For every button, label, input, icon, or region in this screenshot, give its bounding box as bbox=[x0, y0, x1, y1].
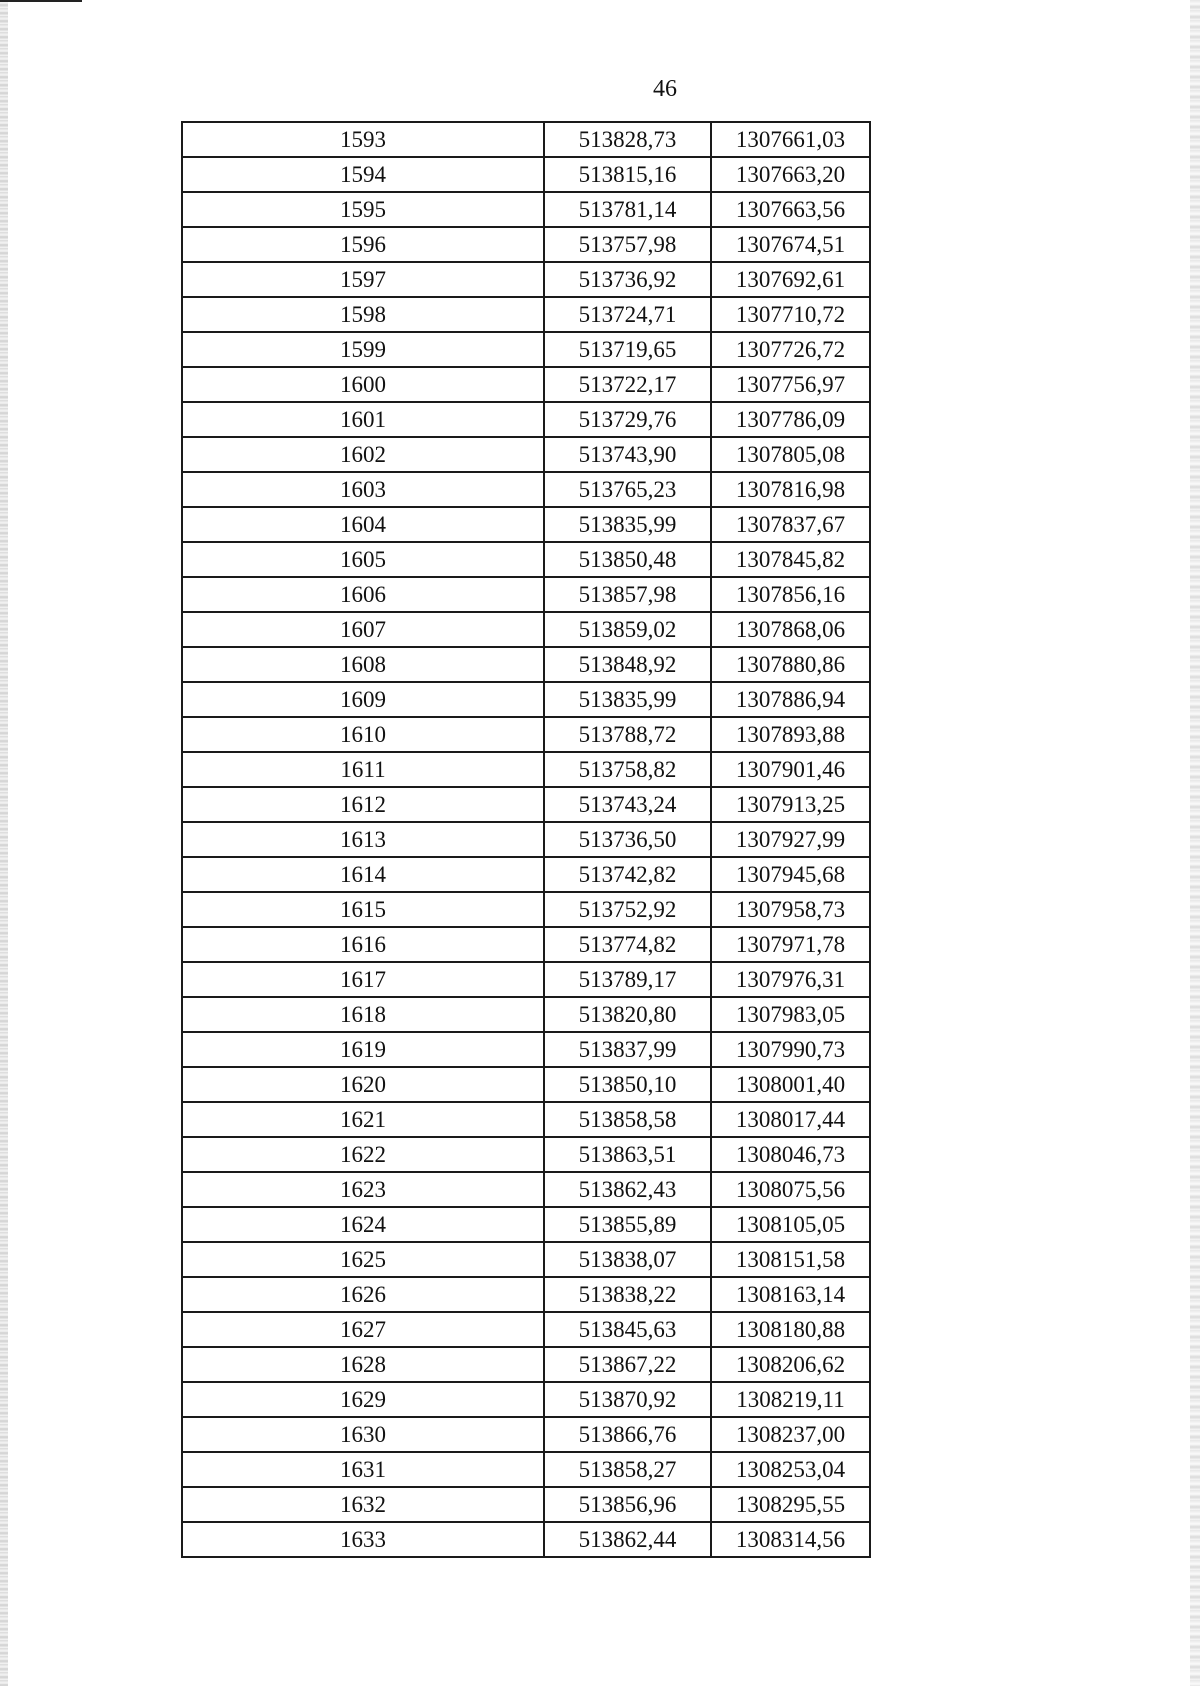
point-number-cell: 1599 bbox=[182, 332, 544, 367]
point-number-cell: 1627 bbox=[182, 1312, 544, 1347]
point-number-cell: 1603 bbox=[182, 472, 544, 507]
point-number-cell: 1623 bbox=[182, 1172, 544, 1207]
scan-edge-left bbox=[0, 0, 8, 1686]
table-row bbox=[182, 1242, 870, 1277]
point-number-cell: 1614 bbox=[182, 857, 544, 892]
y-coordinate-cell: 1307845,82 bbox=[711, 542, 870, 577]
y-coordinate-cell: 1308295,55 bbox=[711, 1487, 870, 1522]
y-coordinate-cell: 1308206,62 bbox=[711, 1347, 870, 1382]
x-coordinate-cell: 513838,22 bbox=[544, 1277, 711, 1312]
point-number-cell: 1628 bbox=[182, 1347, 544, 1382]
table-row bbox=[182, 1277, 870, 1312]
x-coordinate-cell: 513859,02 bbox=[544, 612, 711, 647]
table-row bbox=[182, 1452, 870, 1487]
point-number-cell: 1607 bbox=[182, 612, 544, 647]
x-coordinate-cell: 513856,96 bbox=[544, 1487, 711, 1522]
point-number-cell: 1613 bbox=[182, 822, 544, 857]
point-number-cell: 1609 bbox=[182, 682, 544, 717]
point-number-cell: 1601 bbox=[182, 402, 544, 437]
x-coordinate-cell: 513845,63 bbox=[544, 1312, 711, 1347]
y-coordinate-cell: 1307663,20 bbox=[711, 157, 870, 192]
y-coordinate-cell: 1307661,03 bbox=[711, 122, 870, 157]
x-coordinate-cell: 513757,98 bbox=[544, 227, 711, 262]
x-coordinate-cell: 513858,58 bbox=[544, 1102, 711, 1137]
x-coordinate-cell: 513862,44 bbox=[544, 1522, 711, 1557]
point-number-cell: 1632 bbox=[182, 1487, 544, 1522]
point-number-cell: 1631 bbox=[182, 1452, 544, 1487]
point-number-cell: 1630 bbox=[182, 1417, 544, 1452]
y-coordinate-cell: 1307692,61 bbox=[711, 262, 870, 297]
x-coordinate-cell: 513870,92 bbox=[544, 1382, 711, 1417]
x-coordinate-cell: 513743,90 bbox=[544, 437, 711, 472]
y-coordinate-cell: 1307971,78 bbox=[711, 927, 870, 962]
table-row bbox=[182, 647, 870, 682]
y-coordinate-cell: 1307805,08 bbox=[711, 437, 870, 472]
x-coordinate-cell: 513862,43 bbox=[544, 1172, 711, 1207]
y-coordinate-cell: 1308163,14 bbox=[711, 1277, 870, 1312]
y-coordinate-cell: 1307756,97 bbox=[711, 367, 870, 402]
x-coordinate-cell: 513722,17 bbox=[544, 367, 711, 402]
y-coordinate-cell: 1307837,67 bbox=[711, 507, 870, 542]
y-coordinate-cell: 1308253,04 bbox=[711, 1452, 870, 1487]
table-row bbox=[182, 892, 870, 927]
table-row bbox=[182, 612, 870, 647]
x-coordinate-cell: 513857,98 bbox=[544, 577, 711, 612]
point-number-cell: 1621 bbox=[182, 1102, 544, 1137]
x-coordinate-cell: 513866,76 bbox=[544, 1417, 711, 1452]
table-row bbox=[182, 367, 870, 402]
table-row bbox=[182, 262, 870, 297]
point-number-cell: 1619 bbox=[182, 1032, 544, 1067]
x-coordinate-cell: 513729,76 bbox=[544, 402, 711, 437]
table-row bbox=[182, 1417, 870, 1452]
table-row bbox=[182, 437, 870, 472]
table-row bbox=[182, 1487, 870, 1522]
x-coordinate-cell: 513788,72 bbox=[544, 717, 711, 752]
point-number-cell: 1594 bbox=[182, 157, 544, 192]
point-number-cell: 1605 bbox=[182, 542, 544, 577]
y-coordinate-cell: 1308237,00 bbox=[711, 1417, 870, 1452]
x-coordinate-cell: 513758,82 bbox=[544, 752, 711, 787]
point-number-cell: 1615 bbox=[182, 892, 544, 927]
table-row bbox=[182, 1032, 870, 1067]
point-number-cell: 1620 bbox=[182, 1067, 544, 1102]
x-coordinate-cell: 513850,48 bbox=[544, 542, 711, 577]
table-row bbox=[182, 822, 870, 857]
table-row bbox=[182, 962, 870, 997]
table-row bbox=[182, 122, 870, 157]
y-coordinate-cell: 1308001,40 bbox=[711, 1067, 870, 1102]
y-coordinate-cell: 1308046,73 bbox=[711, 1137, 870, 1172]
table-row bbox=[182, 1312, 870, 1347]
table-row bbox=[182, 927, 870, 962]
y-coordinate-cell: 1307880,86 bbox=[711, 647, 870, 682]
point-number-cell: 1618 bbox=[182, 997, 544, 1032]
x-coordinate-cell: 513828,73 bbox=[544, 122, 711, 157]
y-coordinate-cell: 1307990,73 bbox=[711, 1032, 870, 1067]
x-coordinate-cell: 513719,65 bbox=[544, 332, 711, 367]
table-row bbox=[182, 507, 870, 542]
table-row bbox=[182, 227, 870, 262]
table-row bbox=[182, 332, 870, 367]
y-coordinate-cell: 1307901,46 bbox=[711, 752, 870, 787]
point-number-cell: 1612 bbox=[182, 787, 544, 822]
y-coordinate-cell: 1307893,88 bbox=[711, 717, 870, 752]
point-number-cell: 1598 bbox=[182, 297, 544, 332]
x-coordinate-cell: 513781,14 bbox=[544, 192, 711, 227]
table-row bbox=[182, 1172, 870, 1207]
point-number-cell: 1617 bbox=[182, 962, 544, 997]
table-row bbox=[182, 402, 870, 437]
table-row bbox=[182, 577, 870, 612]
table-row bbox=[182, 1137, 870, 1172]
y-coordinate-cell: 1307856,16 bbox=[711, 577, 870, 612]
y-coordinate-cell: 1307976,31 bbox=[711, 962, 870, 997]
y-coordinate-cell: 1307674,51 bbox=[711, 227, 870, 262]
x-coordinate-cell: 513765,23 bbox=[544, 472, 711, 507]
table-row bbox=[182, 192, 870, 227]
x-coordinate-cell: 513752,92 bbox=[544, 892, 711, 927]
table-row bbox=[182, 1102, 870, 1137]
table-row bbox=[182, 1067, 870, 1102]
x-coordinate-cell: 513742,82 bbox=[544, 857, 711, 892]
y-coordinate-cell: 1308017,44 bbox=[711, 1102, 870, 1137]
y-coordinate-cell: 1307816,98 bbox=[711, 472, 870, 507]
y-coordinate-cell: 1308314,56 bbox=[711, 1522, 870, 1557]
table-row bbox=[182, 1347, 870, 1382]
page-number: 46 bbox=[653, 76, 677, 102]
point-number-cell: 1626 bbox=[182, 1277, 544, 1312]
x-coordinate-cell: 513838,07 bbox=[544, 1242, 711, 1277]
y-coordinate-cell: 1307945,68 bbox=[711, 857, 870, 892]
x-coordinate-cell: 513835,99 bbox=[544, 507, 711, 542]
table-row bbox=[182, 157, 870, 192]
x-coordinate-cell: 513848,92 bbox=[544, 647, 711, 682]
y-coordinate-cell: 1307983,05 bbox=[711, 997, 870, 1032]
y-coordinate-cell: 1307927,99 bbox=[711, 822, 870, 857]
point-number-cell: 1604 bbox=[182, 507, 544, 542]
point-number-cell: 1624 bbox=[182, 1207, 544, 1242]
table-row bbox=[182, 997, 870, 1032]
x-coordinate-cell: 513736,92 bbox=[544, 262, 711, 297]
table-row bbox=[182, 1382, 870, 1417]
point-number-cell: 1595 bbox=[182, 192, 544, 227]
point-number-cell: 1622 bbox=[182, 1137, 544, 1172]
point-number-cell: 1602 bbox=[182, 437, 544, 472]
y-coordinate-cell: 1307913,25 bbox=[711, 787, 870, 822]
point-number-cell: 1610 bbox=[182, 717, 544, 752]
table-row bbox=[182, 857, 870, 892]
table-row bbox=[182, 1522, 870, 1557]
table-row bbox=[182, 472, 870, 507]
y-coordinate-cell: 1308105,05 bbox=[711, 1207, 870, 1242]
x-coordinate-cell: 513724,71 bbox=[544, 297, 711, 332]
x-coordinate-cell: 513863,51 bbox=[544, 1137, 711, 1172]
table-row bbox=[182, 1207, 870, 1242]
table-row bbox=[182, 297, 870, 332]
point-number-cell: 1593 bbox=[182, 122, 544, 157]
x-coordinate-cell: 513837,99 bbox=[544, 1032, 711, 1067]
x-coordinate-cell: 513815,16 bbox=[544, 157, 711, 192]
point-number-cell: 1597 bbox=[182, 262, 544, 297]
x-coordinate-cell: 513835,99 bbox=[544, 682, 711, 717]
table-row bbox=[182, 752, 870, 787]
x-coordinate-cell: 513789,17 bbox=[544, 962, 711, 997]
x-coordinate-cell: 513736,50 bbox=[544, 822, 711, 857]
y-coordinate-cell: 1308151,58 bbox=[711, 1242, 870, 1277]
x-coordinate-cell: 513743,24 bbox=[544, 787, 711, 822]
x-coordinate-cell: 513858,27 bbox=[544, 1452, 711, 1487]
table-row bbox=[182, 717, 870, 752]
point-number-cell: 1633 bbox=[182, 1522, 544, 1557]
x-coordinate-cell: 513855,89 bbox=[544, 1207, 711, 1242]
x-coordinate-cell: 513850,10 bbox=[544, 1067, 711, 1102]
scan-edge-right bbox=[1190, 0, 1200, 1686]
y-coordinate-cell: 1308219,11 bbox=[711, 1382, 870, 1417]
y-coordinate-cell: 1307786,09 bbox=[711, 402, 870, 437]
y-coordinate-cell: 1307886,94 bbox=[711, 682, 870, 717]
point-number-cell: 1596 bbox=[182, 227, 544, 262]
y-coordinate-cell: 1308180,88 bbox=[711, 1312, 870, 1347]
point-number-cell: 1608 bbox=[182, 647, 544, 682]
x-coordinate-cell: 513820,80 bbox=[544, 997, 711, 1032]
table-row bbox=[182, 787, 870, 822]
y-coordinate-cell: 1307726,72 bbox=[711, 332, 870, 367]
point-number-cell: 1629 bbox=[182, 1382, 544, 1417]
point-number-cell: 1611 bbox=[182, 752, 544, 787]
y-coordinate-cell: 1307868,06 bbox=[711, 612, 870, 647]
point-number-cell: 1600 bbox=[182, 367, 544, 402]
table-row bbox=[182, 682, 870, 717]
x-coordinate-cell: 513774,82 bbox=[544, 927, 711, 962]
coordinates-table bbox=[181, 121, 871, 1558]
table-row bbox=[182, 542, 870, 577]
point-number-cell: 1606 bbox=[182, 577, 544, 612]
point-number-cell: 1625 bbox=[182, 1242, 544, 1277]
y-coordinate-cell: 1307958,73 bbox=[711, 892, 870, 927]
coordinates-table-body bbox=[182, 122, 870, 1557]
y-coordinate-cell: 1308075,56 bbox=[711, 1172, 870, 1207]
corner-mark bbox=[0, 0, 82, 2]
y-coordinate-cell: 1307710,72 bbox=[711, 297, 870, 332]
point-number-cell: 1616 bbox=[182, 927, 544, 962]
x-coordinate-cell: 513867,22 bbox=[544, 1347, 711, 1382]
y-coordinate-cell: 1307663,56 bbox=[711, 192, 870, 227]
